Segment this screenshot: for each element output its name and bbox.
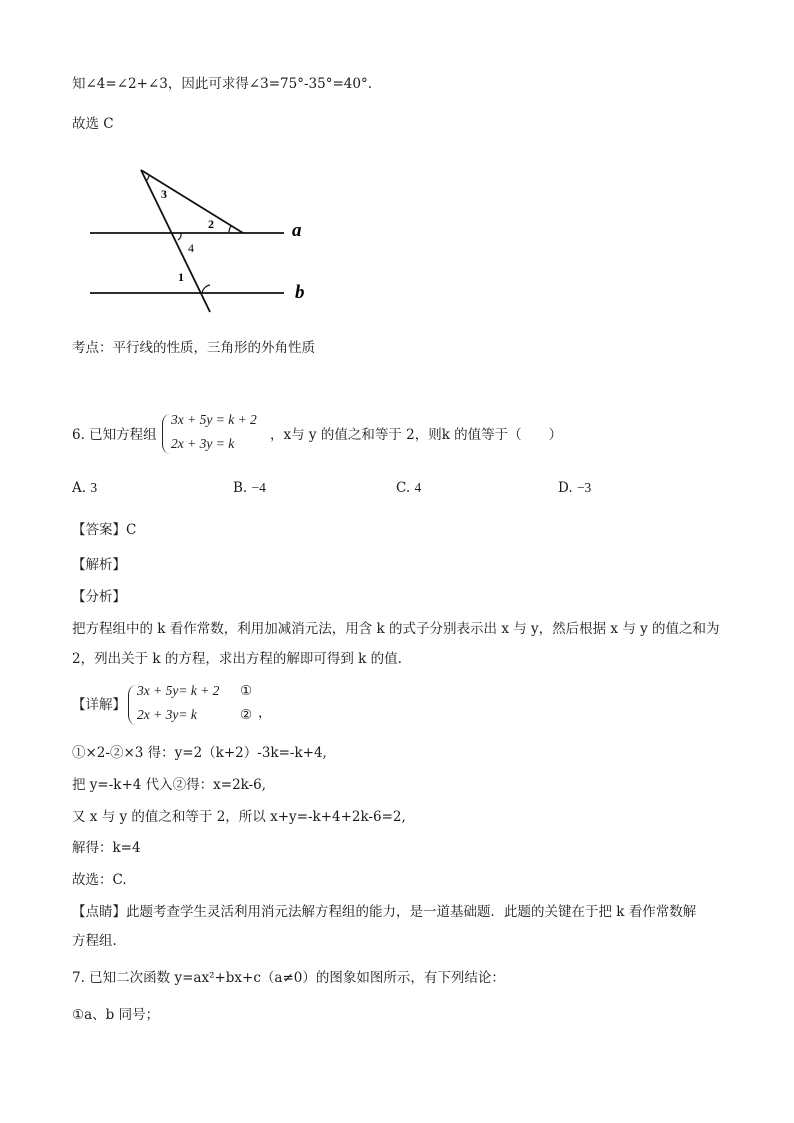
option-label: C. [396,480,411,496]
kaodian-line: 考点：平行线的性质，三角形的外角性质 [72,340,315,356]
q6-detail-mark1: ① [240,683,253,698]
q6-dianjing-line1: 【点睛】此题考查学生灵活利用消元法解方程组的能力，是一道基础题．此题的关键在于把 k 看作常数解 [72,904,697,920]
q6-detail-brace [128,685,137,725]
q6-detail-system [128,683,278,727]
option-label: B. [233,480,248,496]
angle-4-label: 4 [188,241,194,255]
angle-1-arc [202,285,210,293]
option-label: A. [72,480,87,496]
option-value: −4 [251,480,266,495]
q6-option-b[interactable] [233,480,266,496]
angle-2-label: 2 [208,217,214,231]
q6-detail-eq2: 2x + 3y= k [137,707,197,722]
parallel-lines-figure [86,164,326,314]
q7-stem: 7. 已知二次函数 y=ax²+bx+c（a≠0）的图象如图所示，有下列结论： [72,970,505,986]
q6-step3: 又 x 与 y 的值之和等于 2，所以 x+y=-k+4+2k-6=2, [72,809,406,825]
q6-system [162,412,272,456]
prev-solution-line: 知∠4=∠2+∠3，因此可求得∠3=75°-35°=40°. [72,76,372,92]
angle-4-arc [178,233,181,240]
line-b-label: b [295,282,305,303]
q6-number: 6. 已知方程组 [72,427,157,443]
q6-fenxi-line2: 2，列出关于 k 的方程，求出方程的解即可得到 k 的值. [72,651,402,667]
q6-detail-eq1: 3x + 5y= k + 2 [137,683,220,698]
q6-stem-after: ，x与 y 的值之和等于 2，则k 的值等于（ ） [270,427,563,443]
q6-fenxi-heading: 【分析】 [72,589,126,605]
q6-option-c[interactable] [396,480,421,496]
angle-3-arc [146,176,149,181]
q6-option-a[interactable] [72,480,97,496]
option-value: −3 [576,480,592,495]
option-label: D. [558,480,573,496]
angle-1-label: 1 [178,270,184,284]
q6-step4: 解得：k=4 [72,840,141,856]
q6-xiangjie-heading: 【详解】 [72,697,126,713]
q6-dianjing-line2: 方程组. [72,933,117,949]
prev-answer-choice: 故选 C [72,116,114,132]
option-value: 4 [414,480,422,495]
q6-answer: 【答案】C [72,522,137,538]
option-value: 3 [90,480,98,495]
angle-3-label: 3 [161,187,167,201]
q6-step2: 把 y=-k+4 代入②得：x=2k-6, [72,777,267,793]
q6-option-d[interactable] [558,480,591,496]
q6-detail-mark2: ② [240,707,253,722]
q6-step5: 故选：C. [72,872,127,888]
q6-eq2: 2x + 3y = k [171,436,235,451]
line-a-label: a [292,220,302,241]
q6-jiexi-heading: 【解析】 [72,557,126,573]
q6-detail-comma: ， [258,705,272,721]
angle-2-arc [229,226,231,233]
q6-step1: ①×2-②×3 得：y=2（k+2）-3k=-k+4, [72,745,327,761]
q6-fenxi-line1: 把方程组中的 k 看作常数，利用加减消元法，用含 k 的式子分别表示出 x 与 y，然后根据 x 与 y 的值之和为 [72,621,720,637]
q6-eq1: 3x + 5y = k + 2 [171,412,257,427]
q6-brace [162,414,171,454]
q7-item1: ①a、b 同号； [72,1007,160,1023]
